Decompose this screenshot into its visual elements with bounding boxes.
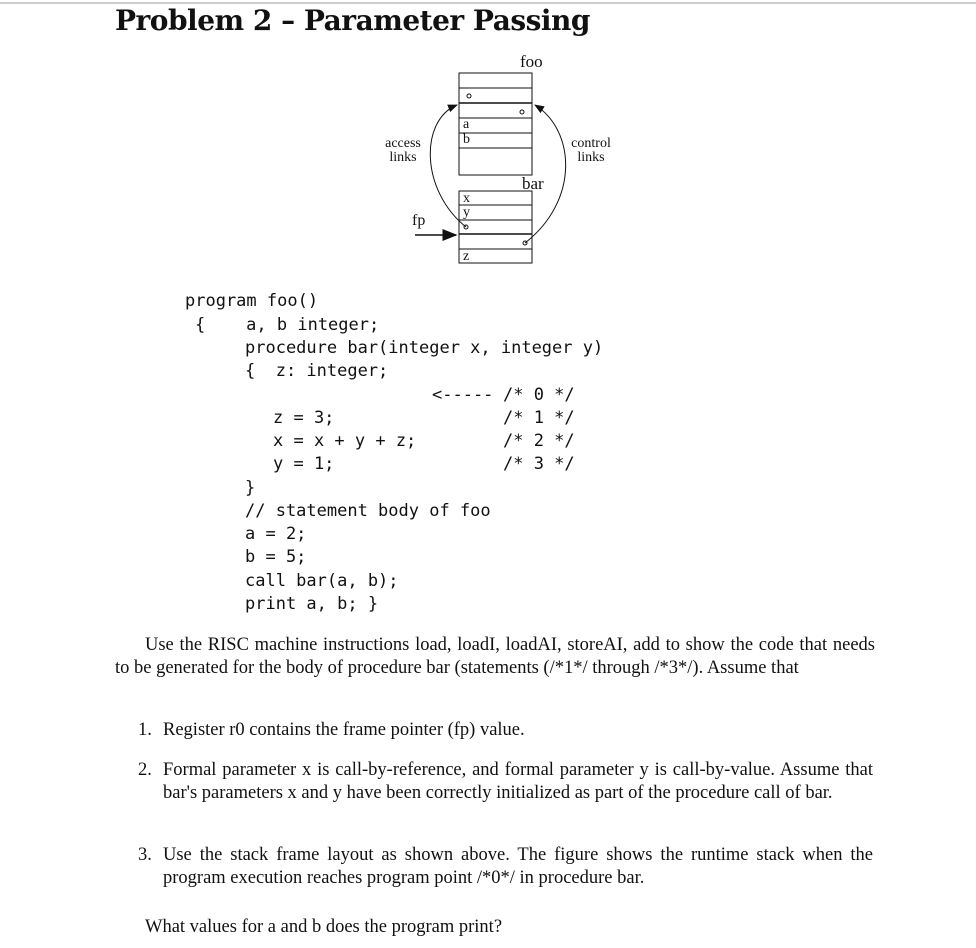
item-number: 3. [138,845,152,865]
code-line: a = 2; [245,524,307,544]
code-line: print a, b; } [245,594,379,614]
code-comment: /* 0 */ [503,385,575,405]
cell-a: a [463,117,470,132]
code-line: b = 5; [245,547,307,567]
code-line: } [245,478,256,498]
code-comment: /* 3 */ [503,454,575,474]
code-line: x = x + y + z; [273,431,417,451]
question: What values for a and b does the program print? [145,917,503,937]
code-comment: /* 2 */ [503,431,575,451]
access-link-arrow [430,105,466,227]
foo-label: foo [520,52,543,71]
page-title: Problem 2 – Parameter Passing [115,4,590,37]
code-line: z = 3; [273,408,335,428]
cell-y: y [463,205,470,220]
list-item: Use the stack frame layout as shown above. The figure shows the runtime stack when the program execution reaches program point /*0*/ in procedure bar. [163,845,873,888]
code-line: { a, b integer; [195,315,380,335]
code-line: // statement body of foo [245,501,491,521]
fp-label: fp [412,212,426,229]
stack-diagram [0,0,976,300]
cell-x: x [463,191,470,206]
bar-label: bar [522,174,544,193]
list-item: Formal parameter x is call-by-reference, and formal parameter y is call-by-value. Assume that bar's parameters x and y have been correctly initialized as part of the procedure call of bar. [163,760,873,803]
code-line: y = 1; [273,454,335,474]
item-number: 2. [138,760,152,780]
code-line: program foo() [185,291,319,311]
list-item: Register r0 contains the frame pointer (fp) value. [163,720,525,740]
access-links-label: access links [385,136,421,165]
code-arrow: <----- [432,385,494,405]
intro-paragraph: Use the RISC machine instructions load, loadI, loadAI, storeAI, add to show the code that needs to be generated for the body of procedure bar (statements (/*1*/ through /*3*/). Assume that [115,635,875,678]
cell-z: z [463,249,470,264]
code-line: call bar(a, b); [245,571,399,591]
code-comment: /* 1 */ [503,408,575,428]
code-line: procedure bar(integer x, integer y) [245,338,604,358]
code-line: { z: integer; [245,361,389,381]
control-links-label: control links [571,136,611,165]
cell-b: b [463,132,470,147]
item-number: 1. [138,720,152,740]
